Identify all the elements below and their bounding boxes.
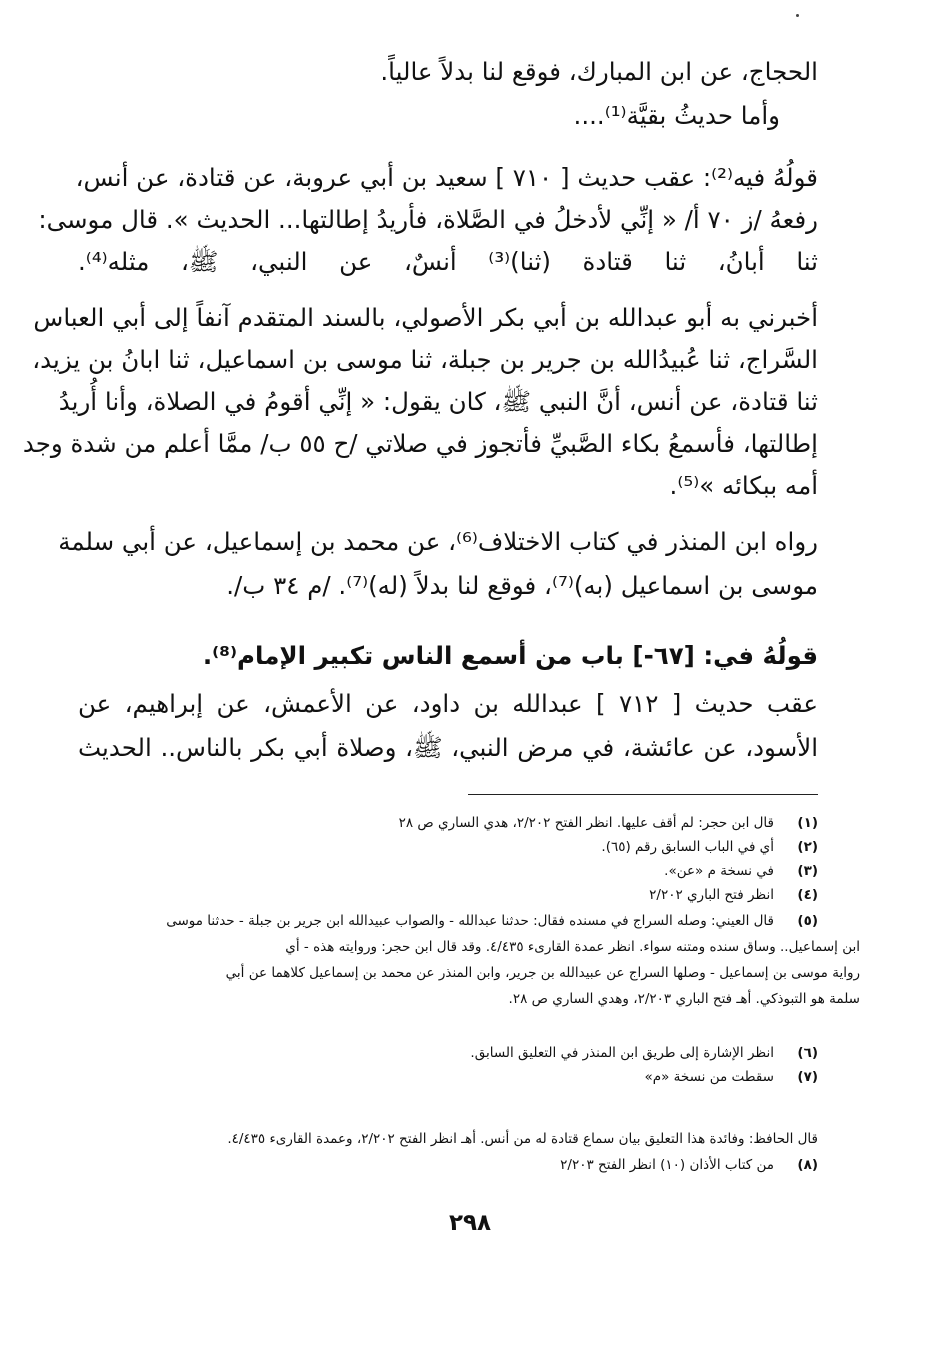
body-line: إطالتها، فأسمعُ بكاء الصَّبيِّ فأتجوز في صلاتي /ح ٥٥ ب/ ممَّا أعلم من شدة وجد xyxy=(22,429,818,458)
footnote xyxy=(78,1040,818,1066)
footnote-continuation: ابن إسماعيل.. وساق سنده ومتنه سواء. انظر عمدة القارىء ٤/٤٣٥. وقد قال ابن حجر: وروايته هذه - أي xyxy=(285,939,860,955)
footnote xyxy=(78,1152,818,1178)
body-line: وأما حديثُ بقيَّة⁽¹⁾.... xyxy=(573,101,780,130)
footnote xyxy=(78,1064,818,1090)
footnote-text: انظر فتح الباري ٢/٢٠٢ xyxy=(649,887,774,903)
footnote xyxy=(78,882,818,908)
footnote-continuation: قال الحافظ: وفائدة هذا التعليق بيان سماع قتادة له من أنس. أهـ انظر الفتح ٢/٢٠٢، وعمدة القارىء ٤/٤٣٥. xyxy=(227,1131,818,1147)
body-line: الحجاج، عن ابن المبارك، فوقع لنا بدلاً عالياً. xyxy=(380,57,818,86)
footnote-text: قال العيني: وصله السراج في مسنده فقال: حدثنا عبدالله - والصواب عبيدالله ابن جرير بن جبلة - حدثنا موسى xyxy=(166,913,774,929)
scan-speck xyxy=(796,14,799,17)
footnote-number: (٨) xyxy=(797,1157,818,1173)
footnote-continuation: سلمة هو التبوذكي. أهـ فتح الباري ٢/٢٠٣، وهدي الساري ص ٢٨. xyxy=(508,991,860,1007)
body-line: موسى بن اسماعيل (به)⁽⁷⁾، فوقع لنا بدلاً (له)⁽⁷⁾. /م ٣٤ ب/. xyxy=(226,571,818,600)
body-line: ثنا قتادة، عن أنس، أنَّ النبي ﷺ، كان يقول: « إنِّي أقومُ في الصلاة، وأنا أُريدُ xyxy=(58,387,818,416)
footnote-number: (١) xyxy=(797,815,818,831)
footnote-number: (٥) xyxy=(797,913,818,929)
section-heading: قولُهُ في: [٦٧-] باب من أسمع الناس تكبير الإمام⁽⁸⁾. xyxy=(202,641,818,670)
body-line: رفعهُ /ز ٧٠ أ/ « إنِّي لأدخلُ في الصَّلاة، فأريدُ إطالتها... الحديث ». قال موسى: xyxy=(38,205,818,234)
page-number: ٢٩٨ xyxy=(448,1210,492,1236)
body-line: السَّراج، ثنا عُبيدُالله بن جرير بن جبلة، ثنا موسى بن اسماعيل، ثنا ابانُ بن يزيد، xyxy=(32,345,818,374)
body-line: عقب حديث [ ٧١٢ ] عبدالله بن داود، عن الأعمش، عن إبراهيم، عن xyxy=(78,689,818,718)
footnote-number: (٣) xyxy=(797,863,818,879)
footnote xyxy=(78,858,818,884)
footnote-text: في نسخة م «عن». xyxy=(664,863,774,879)
footnote xyxy=(78,810,818,836)
body-line: الأسود، عن عائشة، في مرض النبي، ﷺ، وصلاة أبي بكر بالناس.. الحديث xyxy=(78,733,818,762)
footnote-text: سقطت من نسخة «م» xyxy=(644,1069,774,1085)
body-line: قولُهُ فيه⁽²⁾: عقب حديث [ ٧١٠ ] سعيد بن أبي عروبة، عن قتادة، عن أنس، xyxy=(75,163,818,192)
footnote-number: (٢) xyxy=(797,839,818,855)
footnote-text: قال ابن حجر: لم أقف عليها. انظر الفتح ٢/٢٠٢، هدي الساري ص ٢٨ xyxy=(398,815,774,831)
body-line: رواه ابن المنذر في كتاب الاختلاف⁽⁶⁾، عن محمد بن إسماعيل، عن أبي سلمة xyxy=(58,527,818,556)
body-line: أمه ببكائه »⁽⁵⁾. xyxy=(669,471,818,500)
footnote-text: من كتاب الأذان (١٠) انظر الفتح ٢/٢٠٣ xyxy=(560,1157,774,1173)
body-line: أخبرني به أبو عبدالله بن أبي بكر الأصولي، بالسند المتقدم آنفاً إلى أبي العباس xyxy=(33,303,818,332)
footnote-text: أي في الباب السابق رقم (٦٥). xyxy=(601,839,774,855)
footnote-number: (٦) xyxy=(797,1045,818,1061)
footnote-continuation: رواية موسى بن إسماعيل - وصلها السراج عن عبيدالله بن جرير، وابن المنذر عن محمد بن إسماعيل كلاهما عن أبي xyxy=(225,965,860,981)
footnote xyxy=(78,908,818,934)
footnote-number: (٧) xyxy=(797,1069,818,1085)
body-line: ثنا أبانُ، ثنا قتادة (ثنا)⁽³⁾ أنسٌ، عن النبي، ﷺ، مثله⁽⁴⁾. xyxy=(78,247,818,276)
footnote-number: (٤) xyxy=(797,887,818,903)
footnote-text: انظر الإشارة إلى طريق ابن المنذر في التعليق السابق. xyxy=(470,1045,774,1061)
footnote-separator xyxy=(468,794,818,795)
footnote xyxy=(78,834,818,860)
